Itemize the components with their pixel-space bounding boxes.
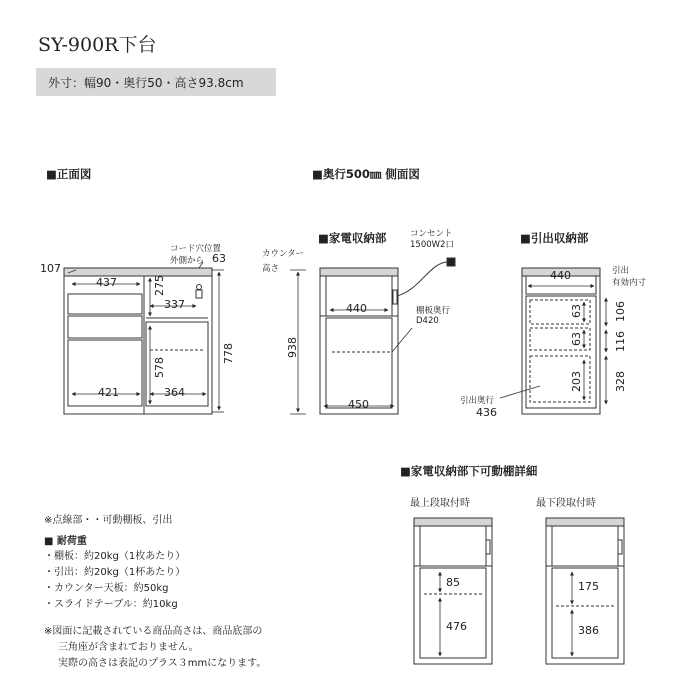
dim-450: 450 <box>348 398 369 411</box>
load-shelf: ・棚板：約20kg（1枚あたり） <box>44 551 186 562</box>
side-view-heading: ■奥行500㎜ 側面図 <box>312 167 420 181</box>
note-height-1: ※図面に記載されている商品高さは、商品底部の <box>44 626 263 637</box>
outlet-label-1: コンセント <box>410 229 453 239</box>
drawer-depth-label-1: 引出奥行 <box>460 396 495 406</box>
drawer-inner-label-1: 引出 <box>612 266 630 276</box>
dim-detail-386: 386 <box>578 624 599 637</box>
front-view-cabinet <box>64 268 212 414</box>
dim-778: 778 <box>222 343 235 364</box>
shelf-detail-heading: ■家電収納部下可動棚詳細 <box>400 464 538 478</box>
dim-detail-85: 85 <box>446 576 460 589</box>
outer-dimensions-box <box>36 68 276 96</box>
dim-364: 364 <box>164 386 185 399</box>
drawer-depth-value: 436 <box>476 406 497 419</box>
dim-421: 421 <box>98 386 119 399</box>
note-dotted: ※点線部・・可動棚板、引出 <box>44 515 173 526</box>
dim-938: 938 <box>286 337 299 358</box>
dim-437: 437 <box>96 276 117 289</box>
drawer-side-cabinet <box>522 268 600 414</box>
shelf-depth-label-2: D420 <box>416 316 439 326</box>
detail-bottom-label: 最下段取付時 <box>536 498 596 509</box>
dim-detail-175: 175 <box>578 580 599 593</box>
outer-dimensions-text: 外寸：幅90・奥行50・高さ93.8cm <box>48 76 244 90</box>
cord-hole-value: 63 <box>212 252 226 265</box>
dim-drawer-328: 328 <box>614 371 627 392</box>
dim-578: 578 <box>153 357 166 378</box>
dim-drawer-63a: 63 <box>570 304 583 318</box>
cord-hole-label-1: コード穴位置 <box>170 244 222 254</box>
load-counter: ・カウンター天板：約50kg <box>44 583 169 594</box>
dim-appliance-440: 440 <box>346 302 367 315</box>
dim-275: 275 <box>153 275 166 296</box>
page-title: SY-900R下台 <box>38 34 157 56</box>
drawer-inner-label-2: 有効内寸 <box>612 278 647 288</box>
front-view-heading: ■正面図 <box>46 167 92 181</box>
dim-drawer-106: 106 <box>614 301 627 322</box>
note-height-2: 三角座が含まれておりません。 <box>58 642 199 653</box>
drawer-heading: ■引出収納部 <box>520 231 589 245</box>
dim-337: 337 <box>164 298 185 311</box>
cord-hole-label-2: 外側から <box>170 256 205 266</box>
dim-drawer-116: 116 <box>614 331 627 352</box>
dim-107: 107 <box>40 262 61 275</box>
outlet-label-2: 1500W2口 <box>410 240 454 250</box>
counter-label-2: 高さ <box>262 264 280 274</box>
dim-detail-476: 476 <box>446 620 467 633</box>
detail-top-label: 最上段取付時 <box>410 498 470 509</box>
appliance-side-cabinet <box>320 258 455 414</box>
load-slide-table: ・スライドテーブル：約10kg <box>44 599 178 610</box>
dim-drawer-63b: 63 <box>570 332 583 346</box>
counter-label-1: カウンター <box>262 249 305 259</box>
note-height-3: 実際の高さは表記のプラス３mmになります。 <box>58 658 267 669</box>
load-title: ■ 耐荷重 <box>44 536 87 547</box>
appliance-heading: ■家電収納部 <box>318 231 387 245</box>
dim-drawer-440: 440 <box>550 269 571 282</box>
dim-drawer-203: 203 <box>570 371 583 392</box>
load-drawer: ・引出：約20kg（1杯あたり） <box>44 567 186 578</box>
shelf-depth-label-1: 棚板奥行 <box>416 306 451 316</box>
detail-top-cabinet <box>414 518 492 664</box>
